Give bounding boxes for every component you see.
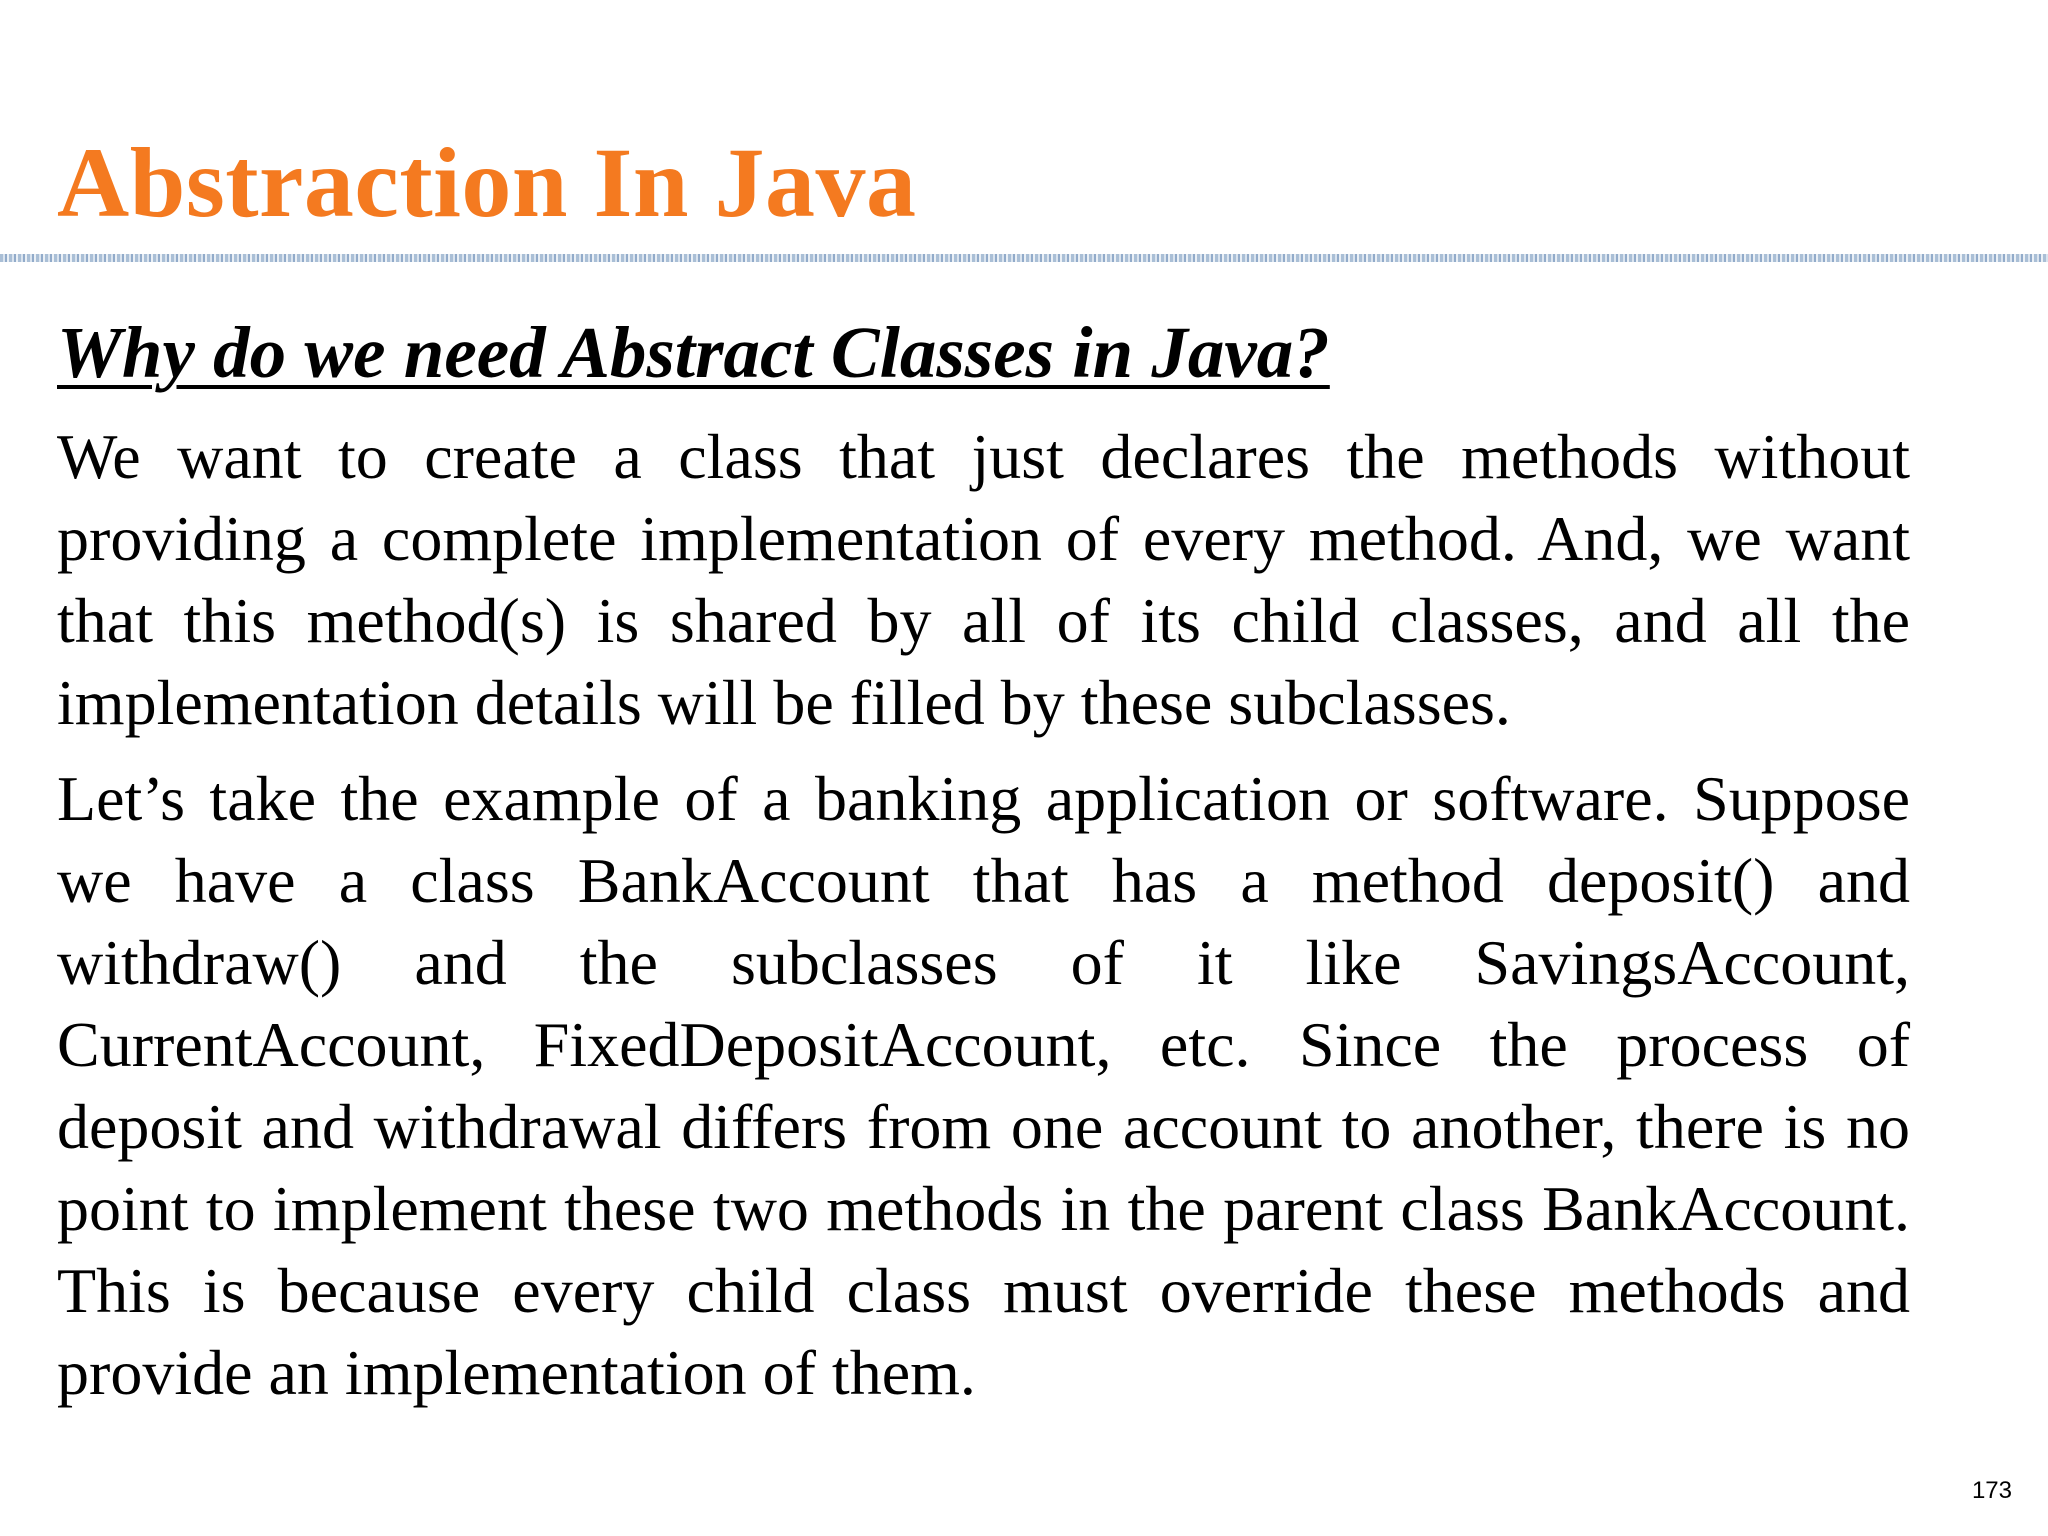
body-paragraph-2: Let’s take the example of a banking application or software. Suppose we have a class BankAccount that has a method deposit() and withdraw() and the subclasses of it like SavingsAccount, CurrentAccount, FixedDepositAccount, etc. Since the process of deposit and withdrawal differs from one account to another, there is no point to implement these two methods in the parent class BankAccount. This is because every child class must override these methods and provide an implementation of them. — [57, 763, 1910, 1408]
page-number: 173 — [1971, 1477, 2012, 1504]
body-paragraph-1: We want to create a class that just declares the methods without providing a complete implementation of every method. And, we want that this method(s) is shared by all of its child classes, and all the implementation details will be filled by these subclasses. — [57, 421, 1910, 738]
title-divider — [0, 254, 2048, 262]
section-heading: Why do we need Abstract Classes in Java? — [57, 312, 1330, 393]
slide-title: Abstraction In Java — [57, 127, 917, 238]
